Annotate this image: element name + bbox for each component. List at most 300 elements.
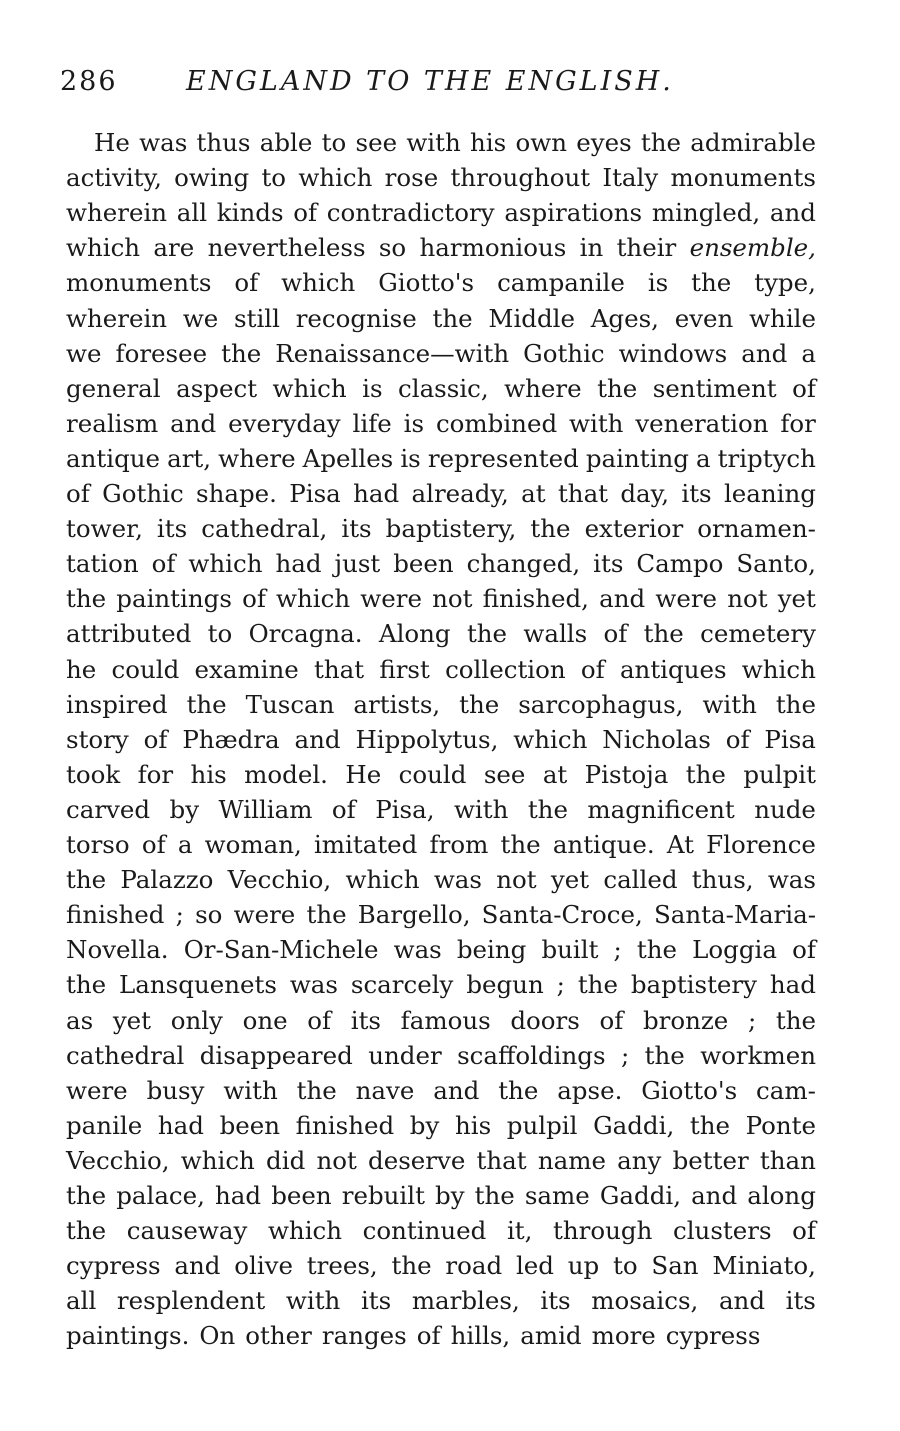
word: Pistoja	[584, 759, 669, 789]
word: cam-	[756, 1075, 816, 1105]
word: art,	[167, 443, 212, 473]
word: Pisa	[289, 479, 341, 508]
word: ;	[747, 1005, 757, 1035]
text-line	[66, 935, 816, 970]
word: was	[289, 970, 338, 1000]
word: of	[603, 619, 628, 649]
word: ;	[556, 970, 565, 1000]
text-line	[66, 1111, 816, 1146]
word: that	[557, 479, 609, 508]
word: that	[476, 1145, 527, 1175]
word: is	[400, 443, 421, 473]
word: of	[234, 268, 259, 298]
word: were	[360, 584, 422, 614]
word: did	[266, 1145, 306, 1175]
word: his	[190, 759, 227, 789]
word: where	[218, 443, 296, 473]
word: had	[157, 1110, 204, 1140]
word: and	[170, 408, 217, 438]
word: Ponte	[745, 1110, 816, 1140]
word: disappeared	[199, 1040, 353, 1070]
text-line	[66, 514, 816, 549]
word: the	[643, 619, 684, 649]
text-line	[66, 1321, 816, 1356]
word: cathedral,	[201, 514, 328, 544]
word: the	[459, 689, 500, 719]
word: its	[681, 479, 712, 508]
page-number: 286	[60, 66, 118, 97]
word: and	[599, 584, 646, 614]
word: pulpil	[506, 1110, 578, 1140]
word: monuments	[670, 163, 816, 193]
word: San	[651, 1251, 699, 1281]
text-line	[66, 795, 816, 830]
word: their	[616, 233, 677, 263]
word: wherein	[66, 198, 168, 228]
word: along	[747, 1181, 816, 1210]
word: the	[775, 689, 816, 719]
word: scaffoldings	[457, 1040, 606, 1070]
word: its	[156, 514, 188, 544]
word: antiques	[619, 654, 727, 684]
word: of	[293, 198, 318, 228]
word: Loggia	[692, 935, 777, 965]
word: model.	[244, 759, 328, 789]
word: Giotto's	[641, 1075, 738, 1105]
word: being	[456, 935, 527, 965]
word: the	[644, 1040, 685, 1070]
word: had	[353, 479, 400, 508]
word: sarcophagus,	[518, 689, 684, 719]
word: Novella.	[66, 935, 169, 965]
word: Bargello,	[357, 900, 471, 930]
word: yet	[550, 865, 590, 895]
word: while	[749, 303, 816, 333]
text-line	[66, 339, 816, 374]
word: is	[403, 408, 425, 438]
word: the	[66, 584, 107, 614]
word: more	[591, 1321, 656, 1351]
word: yet	[777, 584, 816, 614]
word: kinds	[216, 198, 284, 228]
word: to	[207, 619, 233, 649]
text-line	[66, 760, 816, 795]
word: the	[597, 373, 638, 403]
word: the	[296, 1075, 337, 1105]
word: already,	[411, 479, 509, 508]
word: same	[524, 1181, 590, 1210]
word: On	[199, 1321, 236, 1351]
word: so	[195, 900, 223, 930]
word: and	[433, 1075, 480, 1105]
word: William	[218, 794, 313, 824]
word: and	[741, 338, 788, 368]
word: rose	[384, 163, 439, 193]
word: Ages,	[590, 303, 659, 333]
word: the	[66, 1216, 107, 1246]
text-line	[66, 409, 816, 444]
text-line	[66, 374, 816, 409]
word: Orcagna.	[248, 619, 363, 649]
word: as	[66, 1005, 94, 1035]
word: which	[188, 549, 263, 579]
word: had	[215, 1181, 262, 1210]
word: Hippolytus,	[355, 724, 499, 754]
word: first	[379, 654, 430, 684]
word: under	[368, 1040, 442, 1070]
word: of	[66, 479, 90, 508]
text-line	[66, 1006, 816, 1041]
word: a	[177, 830, 193, 859]
word: at	[542, 759, 568, 789]
word: resplendent	[116, 1286, 266, 1316]
word: cathedral	[66, 1040, 185, 1070]
word: own	[515, 128, 567, 157]
word: and	[294, 724, 341, 754]
word: the	[391, 1251, 432, 1281]
word: Renaissance—with	[275, 338, 510, 368]
word: had	[769, 970, 816, 1000]
word: the	[66, 1181, 107, 1210]
word: its	[785, 1286, 816, 1316]
word: examine	[194, 654, 299, 684]
word: by	[169, 794, 200, 824]
word: of	[242, 584, 266, 614]
word: ensemble,	[689, 233, 816, 263]
word: at	[521, 479, 546, 508]
word: workmen	[700, 1040, 816, 1070]
word: with	[406, 128, 461, 157]
word: his	[470, 128, 507, 157]
word: clusters	[672, 1216, 772, 1246]
word: which	[276, 584, 351, 614]
word: harmonious	[419, 233, 567, 263]
word: of	[725, 724, 750, 754]
word: walls	[523, 619, 588, 649]
word: Giotto's	[378, 268, 475, 298]
word: ornamen-	[697, 514, 816, 544]
word: with	[285, 1286, 341, 1316]
word: story	[66, 724, 129, 754]
word: a	[695, 443, 711, 473]
word: just	[334, 549, 381, 579]
word: collection	[445, 654, 566, 684]
word: and	[691, 1181, 738, 1210]
word: with	[702, 689, 757, 719]
word: Vecchio,	[227, 865, 332, 895]
word: its	[341, 514, 372, 544]
word: a	[801, 338, 816, 368]
text-line	[66, 233, 816, 268]
word: the	[186, 689, 227, 719]
word: not	[727, 584, 768, 614]
word: able	[259, 128, 313, 157]
word: mingled,	[651, 198, 761, 228]
word: Middle	[488, 303, 575, 333]
word: veneration	[635, 408, 769, 438]
word: paintings.	[66, 1321, 190, 1351]
word: the	[306, 900, 347, 930]
word: Campo	[636, 549, 724, 579]
word: doors	[510, 1005, 580, 1035]
word: Gothic	[523, 338, 605, 368]
word: Gothic	[102, 479, 184, 508]
word: inspired	[66, 689, 168, 719]
word: were	[66, 1075, 128, 1105]
word: Apelles	[302, 443, 394, 473]
word: Pisa	[764, 724, 816, 754]
word: only	[170, 1005, 223, 1035]
page-header	[60, 66, 840, 106]
word: scarcely	[350, 970, 454, 1000]
text-line	[66, 655, 816, 690]
word: Santa-Maria-	[653, 900, 816, 930]
word: ;	[613, 935, 622, 965]
word: tower,	[66, 514, 143, 544]
word: At	[666, 830, 694, 859]
word: to	[261, 163, 287, 193]
word: of	[143, 724, 168, 754]
word: been	[219, 1110, 281, 1140]
word: to	[613, 1251, 638, 1281]
word: were	[233, 900, 296, 930]
word: led	[515, 1251, 554, 1281]
word: Pisa,	[375, 794, 435, 824]
word: bronze	[642, 1005, 729, 1035]
word: ;	[175, 900, 184, 930]
word: realism	[66, 408, 159, 438]
word: road	[445, 1251, 503, 1281]
word: finished	[66, 900, 165, 930]
running-title: ENGLAND TO THE ENGLISH.	[186, 66, 674, 97]
word: monuments	[66, 268, 212, 298]
word: of	[151, 549, 176, 579]
word: Palazzo	[120, 865, 214, 895]
word: with	[453, 794, 509, 824]
word: that	[314, 654, 365, 684]
word: from	[429, 830, 489, 859]
word: yet	[112, 1005, 152, 1035]
word: with	[569, 408, 624, 438]
text-line	[66, 549, 816, 584]
word: windows	[618, 338, 728, 368]
word: He	[345, 759, 382, 789]
word: and	[174, 1251, 221, 1281]
word: paintings	[116, 584, 232, 614]
word: of	[141, 830, 166, 859]
word: for	[137, 759, 174, 789]
word: by	[409, 1110, 440, 1140]
text-line	[66, 304, 816, 339]
word: exterior	[584, 514, 684, 544]
word: cypress	[665, 1321, 761, 1351]
text-line	[66, 725, 816, 760]
word: where	[504, 373, 582, 403]
text-line	[66, 1076, 816, 1111]
word: is	[362, 373, 383, 403]
word: foresee	[115, 338, 208, 368]
text-line	[94, 128, 816, 163]
word: everyday	[228, 408, 341, 438]
word: which	[298, 163, 373, 193]
word: the	[775, 1005, 816, 1035]
word: his	[454, 1110, 492, 1140]
word: antique.	[552, 830, 655, 859]
word: owing	[174, 163, 250, 193]
word: name	[537, 1145, 606, 1175]
word: thus	[196, 128, 251, 157]
word: carved	[66, 794, 151, 824]
word: begun	[466, 970, 544, 1000]
word: Lansquenets	[119, 970, 277, 1000]
word: in	[579, 233, 604, 263]
word: he	[66, 654, 97, 684]
word: woman,	[204, 830, 302, 859]
word: was	[433, 865, 482, 895]
word: Gaddi,	[599, 1181, 681, 1210]
word: we	[182, 303, 219, 333]
word: baptistery	[630, 970, 757, 1000]
word: any	[617, 1145, 662, 1175]
word: was	[139, 128, 188, 157]
text-line	[66, 444, 816, 479]
word: apse.	[557, 1075, 623, 1105]
text-line	[66, 198, 816, 233]
word: nude	[754, 794, 816, 824]
text-line	[66, 163, 816, 198]
word: imitated	[313, 830, 418, 859]
word: was	[767, 865, 816, 895]
word: tation	[66, 549, 139, 579]
word: Or-San-Michele	[183, 935, 379, 965]
text-line	[66, 619, 816, 654]
word: with	[223, 1075, 278, 1105]
word: the	[474, 1181, 515, 1210]
word: and	[769, 198, 816, 228]
word: marbles,	[411, 1286, 520, 1316]
word: of	[331, 794, 356, 824]
word: the	[66, 970, 107, 1000]
word: He	[94, 128, 130, 157]
word: eyes	[576, 128, 632, 157]
word: contradictory	[326, 198, 495, 228]
word: continued	[362, 1216, 487, 1246]
word: took	[66, 759, 121, 789]
word: ranges	[321, 1321, 407, 1351]
text-line	[66, 1181, 816, 1216]
word: are	[153, 233, 195, 263]
text-line	[66, 865, 816, 900]
word: so	[378, 233, 407, 263]
word: had	[275, 549, 322, 579]
word: which	[513, 724, 588, 754]
word: not	[432, 584, 473, 614]
word: the	[466, 619, 508, 649]
word: recognise	[295, 303, 417, 333]
word: deserve	[368, 1145, 466, 1175]
word: Gaddi,	[593, 1110, 675, 1140]
word: shape.	[196, 479, 277, 508]
word: Along	[378, 619, 451, 649]
word: the	[432, 303, 473, 333]
word: not	[316, 1145, 357, 1175]
word: the	[689, 1110, 730, 1140]
word: the	[498, 1075, 539, 1105]
word: could	[398, 759, 467, 789]
text-line	[66, 1146, 816, 1181]
word: antique	[66, 443, 161, 473]
word: nevertheless	[207, 233, 366, 263]
word: built	[541, 935, 599, 965]
word: busy	[146, 1075, 205, 1105]
word: of	[416, 1321, 441, 1351]
word: palace,	[116, 1181, 205, 1210]
text-line	[66, 479, 816, 514]
word: which	[180, 1145, 255, 1175]
word: life	[352, 408, 392, 438]
text-line	[66, 690, 816, 725]
word: its	[360, 1286, 392, 1316]
word: its	[350, 1005, 381, 1035]
word: through	[553, 1216, 653, 1246]
word: which	[66, 233, 141, 263]
word: general	[66, 373, 161, 403]
word: finished,	[482, 584, 589, 614]
word: thus,	[691, 865, 754, 895]
word: triptych	[717, 443, 816, 473]
word: was	[393, 935, 442, 965]
word: Vecchio,	[66, 1145, 170, 1175]
word: of	[580, 654, 605, 684]
word: of	[307, 1005, 332, 1035]
word: the	[685, 759, 726, 789]
word: Santo,	[736, 549, 816, 579]
word: painting	[585, 443, 689, 473]
word: nave	[355, 1075, 415, 1105]
word: rebuilt	[341, 1181, 425, 1210]
text-line	[66, 1216, 816, 1251]
word: day,	[620, 479, 670, 508]
word: aspirations	[504, 198, 643, 228]
word: the	[640, 128, 682, 157]
text-line	[66, 830, 816, 865]
word: the	[691, 268, 732, 298]
word: aspect	[176, 373, 258, 403]
text-line	[66, 268, 816, 303]
word: even	[674, 303, 734, 333]
word: throughout	[450, 163, 591, 193]
word: baptistery,	[385, 514, 517, 544]
word: attributed	[66, 619, 192, 649]
word: admirable	[690, 128, 816, 157]
word: panile	[66, 1110, 143, 1140]
word: could	[111, 654, 180, 684]
word: one	[242, 1005, 288, 1035]
word: see	[355, 128, 398, 157]
word: Italy	[602, 163, 659, 193]
word: which	[281, 268, 356, 298]
word: campanile	[497, 268, 625, 298]
word: better	[672, 1145, 749, 1175]
word: classic,	[398, 373, 489, 403]
word: mosaics,	[591, 1286, 699, 1316]
word: Florence	[706, 830, 816, 859]
word: of	[792, 1216, 816, 1246]
word: Santa-Croce,	[481, 900, 643, 930]
word: we	[66, 338, 102, 368]
text-line	[66, 1286, 816, 1321]
word: Tuscan	[245, 689, 335, 719]
